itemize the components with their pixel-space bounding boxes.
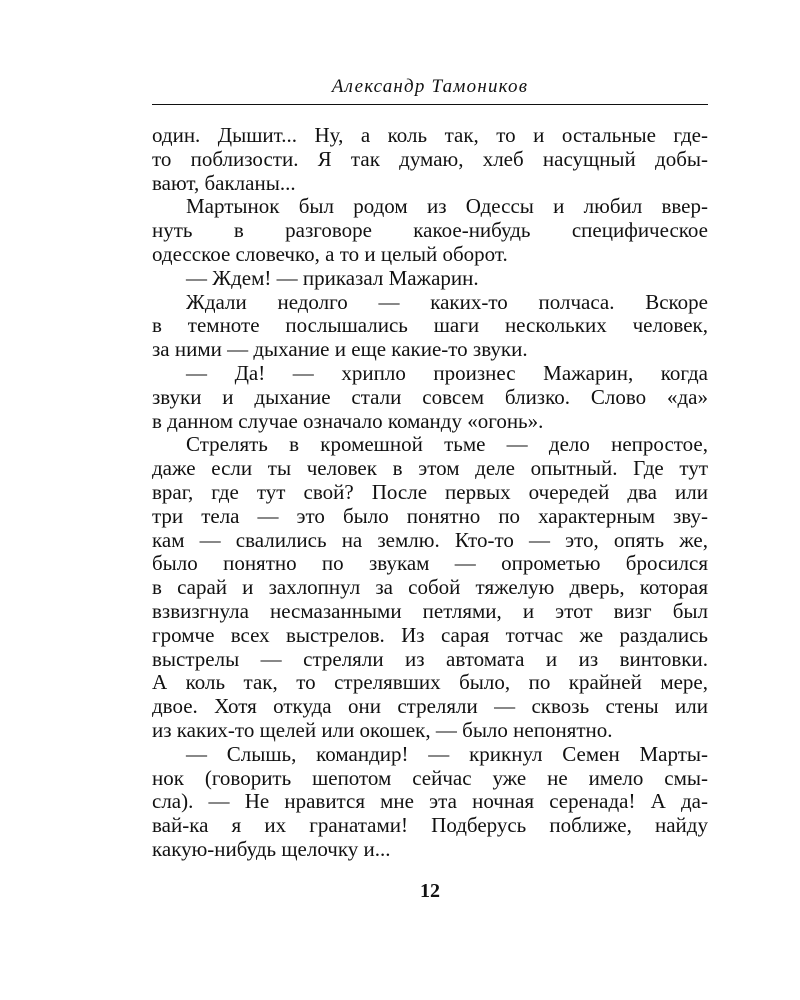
text-line: один. Дышит... Ну, а коль так, то и остальные где- [152,123,708,147]
text-line: Мартынок был родом из Одессы и любил ввер- [186,194,708,219]
text-line: сла). — Не нравится мне эта ночная серенада! А да- [152,789,708,814]
text-line: враг, где тут свой? После первых очередей два или [152,479,708,504]
text-line: выстрелы — стреляли из автомата и из винтовки. [152,646,708,671]
text-line: даже если ты человек в этом деле опытный. Где тут [152,456,708,481]
text-line: вай-ка я их гранатами! Подберусь поближе, найду [152,813,708,838]
text-line: за ними — дыхание и еще какие-то звуки. [152,337,528,362]
text-line: взвизгнула несмазанными петлями, и этот визг был [152,598,708,623]
text-line: Стрелять в кромешной тьме — дело непростое, [186,432,708,457]
text-line: громче всех выстрелов. Из сарая тотчас же раздались [152,622,708,647]
text-line: А коль так, то стрелявших было, по крайней мере, [152,670,708,695]
text-line: какую-нибудь щелочку и... [152,836,391,861]
text-line: кам — свалились на землю. Кто-то — это, опять же, [152,527,708,552]
text-line: из каких-то щелей или окошек, — было непонятно. [152,717,613,742]
running-head-author: Александр Тамоников [331,76,529,97]
text-line: Ждали недолго — каких-то полчаса. Вскоре [186,289,708,314]
text-line: три тела — это было понятно по характерным зву- [152,503,708,528]
body-text [152,124,708,862]
text-line: в темноте послышались шаги нескольких человек, [152,313,708,338]
page-number: 12 [420,880,440,902]
text-line: — Ждем! — приказал Мажарин. [186,265,479,290]
text-line: нок (говорить шепотом сейчас уже не имело смы- [152,765,708,790]
text-line: звуки и дыхание стали совсем близко. Слово «да» [152,384,708,409]
header-rule [152,104,708,105]
text-line: вают, бакланы... [152,170,296,195]
text-line: одесское словечко, а то и целый оборот. [152,241,508,266]
text-line: в сарай и захлопнул за собой тяжелую дверь, которая [152,575,708,600]
text-line: двое. Хотя откуда они стреляли — сквозь стены или [152,694,708,719]
text-line: нуть в разговоре какое-нибудь специфическое [152,218,708,243]
text-line: — Да! — хрипло произнес Мажарин, когда [186,360,708,385]
text-line: было понятно по звукам — опрометью бросился [152,551,708,576]
text-line: в данном случае означало команду «огонь». [152,408,544,433]
text-line: то поблизости. Я так думаю, хлеб насущный добы- [152,146,708,171]
text-line: — Слышь, командир! — крикнул Семен Марты- [186,741,708,766]
